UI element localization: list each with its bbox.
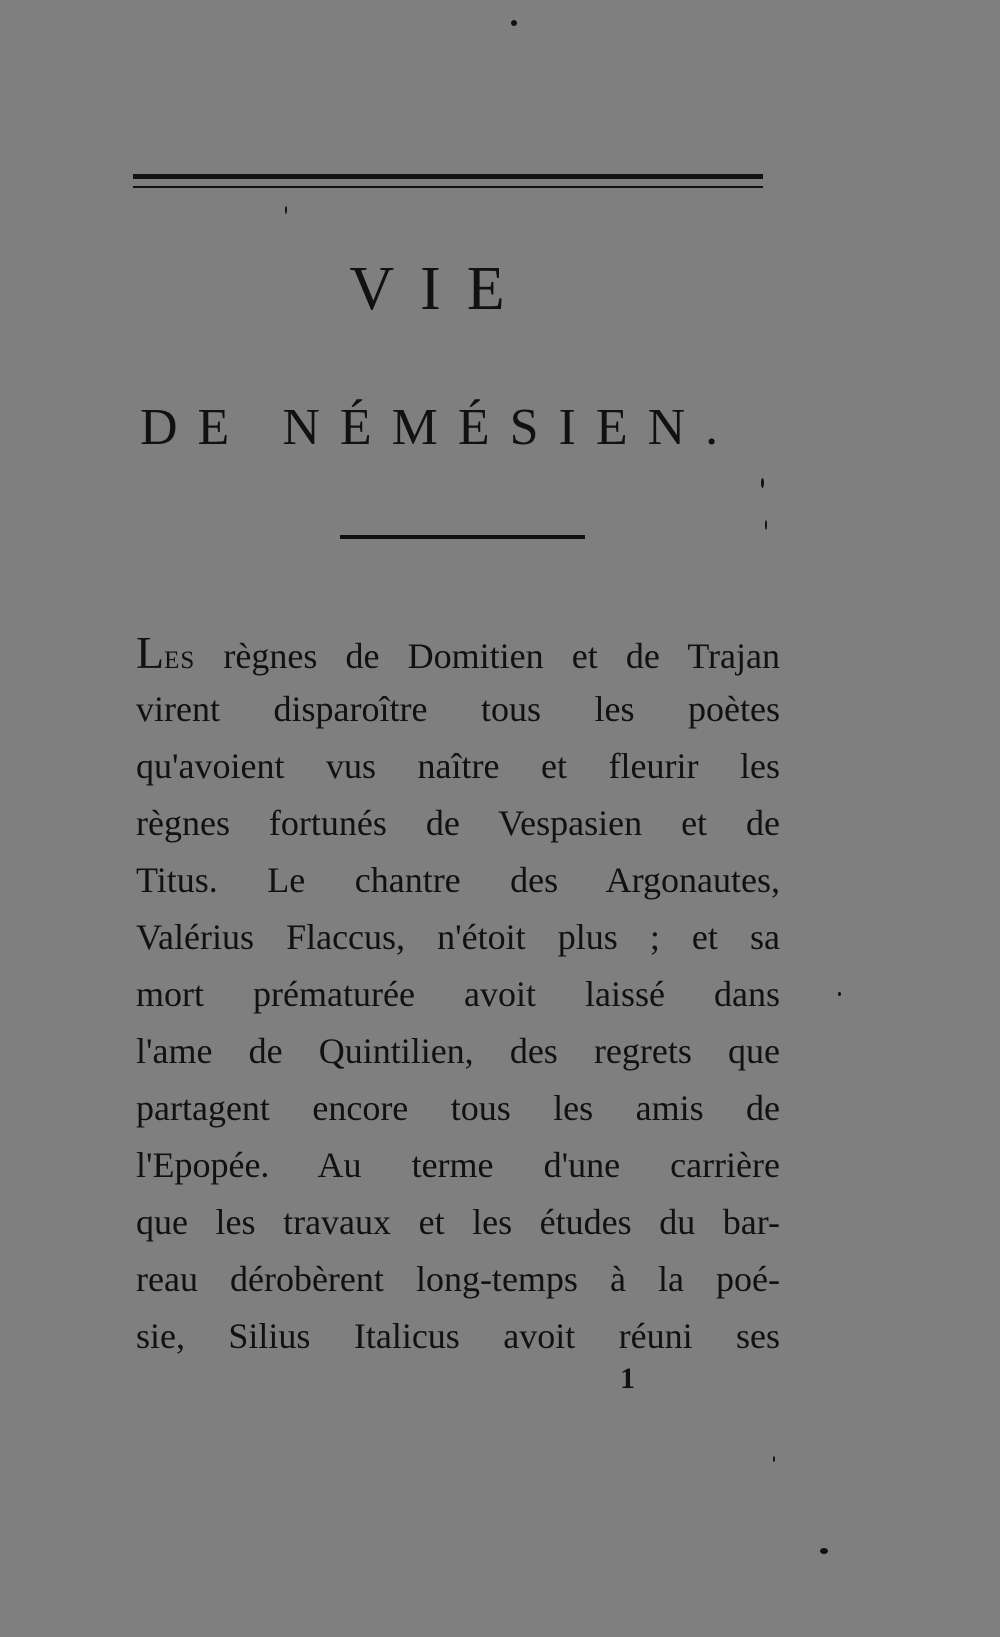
small-caps: ES [164,647,196,674]
text-line: règnes fortunés de Vespasien et de [136,803,780,843]
scan-speck [773,1456,775,1462]
scan-speck [820,1548,828,1554]
text-line: que les travaux et les études du bar- [136,1202,780,1242]
header-rule-thin [133,186,763,188]
text-line: sie, Silius Italicus avoit réuni ses [136,1316,780,1356]
title-separator-rule [340,535,585,539]
text-line: virent disparoître tous les poètes [136,689,780,729]
text-line: l'Epopée. Au terme d'une carrière [136,1145,780,1185]
chapter-title: VIE [349,255,531,323]
text-line: mort prématurée avoit laissé dans [136,974,780,1014]
scan-speck [765,520,767,530]
text-line: Valérius Flaccus, n'étoit plus ; et sa [136,917,780,957]
scan-speck [838,992,841,996]
text-line: l'ame de Quintilien, des regrets que [136,1031,780,1071]
signature-mark: 1 [620,1362,635,1395]
scan-speck [285,206,287,214]
text-line: partagent encore tous les amis de [136,1088,780,1128]
text-line: qu'avoient vus naître et fleurir les [136,746,780,786]
body-paragraph [136,624,780,1365]
text-line [136,624,780,681]
scan-speck [761,478,764,488]
drop-cap: L [136,627,165,678]
text-line: reau dérobèrent long-temps à la poé- [136,1259,780,1299]
text-line-content: règnes de Domitien et de Trajan [195,636,780,676]
text-line: Titus. Le chantre des Argonautes, [136,860,780,900]
scan-speck [511,20,517,26]
header-rule-thick [133,174,763,179]
header-double-rule [133,174,763,194]
chapter-subtitle: DE NÉMÉSIEN. [140,399,739,456]
